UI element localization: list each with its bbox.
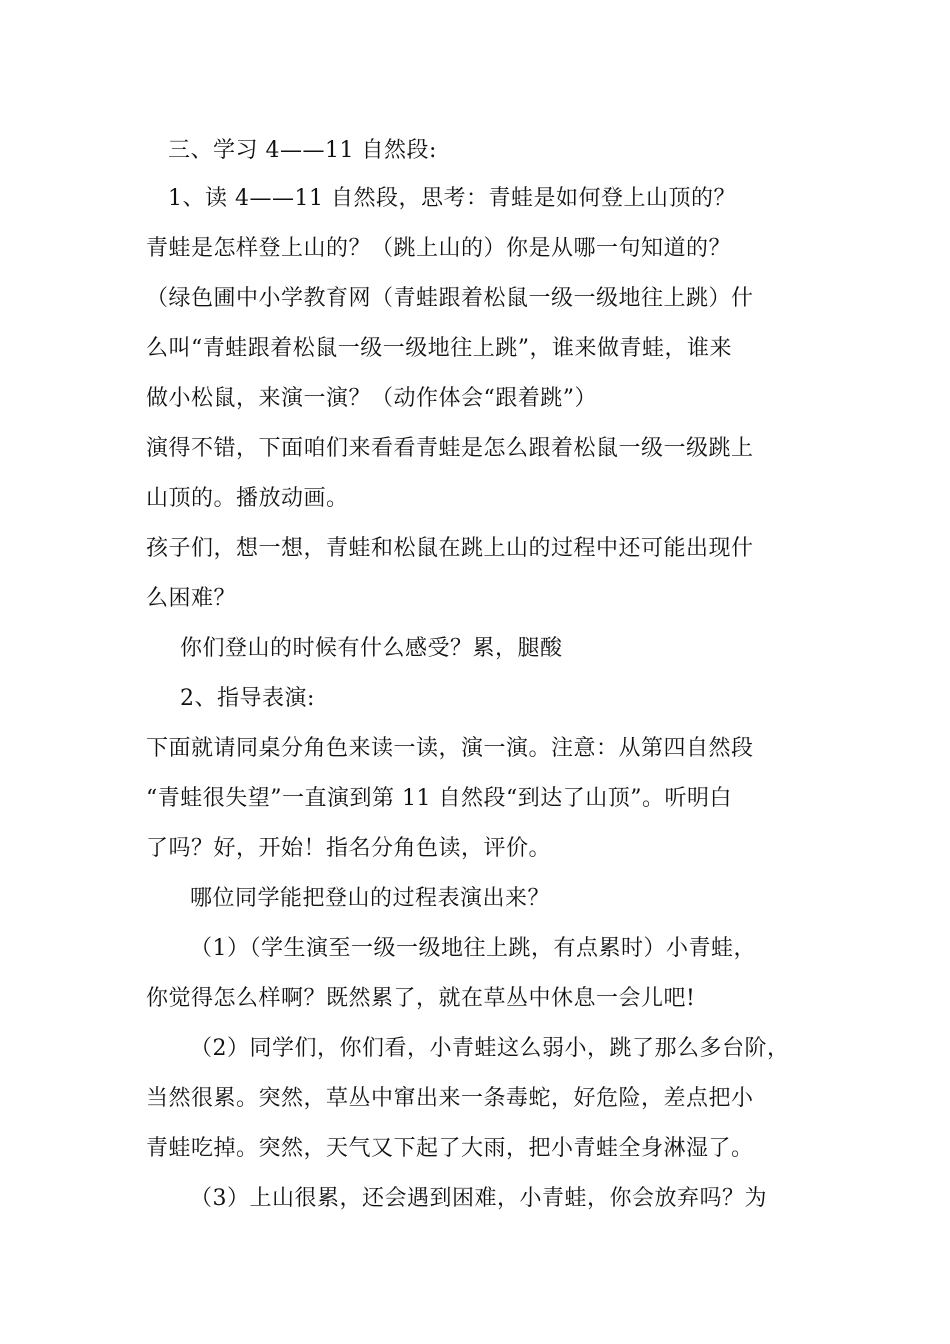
paragraph-line: 做小松鼠，来演一演？（动作体会“跟着跳”） bbox=[146, 386, 597, 411]
paragraph-line: “青蛙很失望”一直演到第 11 自然段“到达了山顶”。听明白 bbox=[146, 786, 732, 811]
paragraph-line: 么困难？ bbox=[146, 586, 237, 611]
paragraph-line: 你觉得怎么样啊？既然累了，就在草丛中休息一会儿吧! bbox=[146, 986, 696, 1011]
paragraph-line: （绿色圃中小学教育网（青蛙跟着松鼠一级一级地往上跳）什 bbox=[146, 286, 754, 311]
paragraph-line: （2）同学们，你们看，小青蛙这么弱小，跳了那么多台阶， bbox=[190, 1036, 790, 1061]
paragraph-line: 下面就请同桌分角色来读一读，演一演。注意：从第四自然段 bbox=[146, 736, 754, 761]
paragraph-line: （1）（学生演至一级一级地往上跳，有点累时）小青蛙， bbox=[190, 936, 756, 961]
paragraph-line: 演得不错，下面咱们来看看青蛙是怎么跟着松鼠一级一级跳上 bbox=[146, 436, 754, 461]
paragraph-line: 么叫“青蛙跟着松鼠一级一级地往上跳”，谁来做青蛙，谁来 bbox=[146, 336, 732, 361]
paragraph-line: 哪位同学能把登山的过程表演出来？ bbox=[190, 886, 551, 911]
paragraph-line: 当然很累。突然，草丛中窜出来一条毒蛇，好危险，差点把小 bbox=[146, 1086, 754, 1111]
paragraph-line: 1、读 4——11 自然段，思考：青蛙是如何登上山顶的？ bbox=[168, 186, 736, 211]
paragraph-line: 青蛙是怎样登上山的？（跳上山的）你是从哪一句知道的？ bbox=[146, 236, 732, 261]
section-heading: 三、学习 4——11 自然段: bbox=[168, 138, 437, 163]
paragraph-line: 山顶的。播放动画。 bbox=[146, 486, 349, 511]
paragraph-line: 孩子们，想一想，青蛙和松鼠在跳上山的过程中还可能出现什 bbox=[146, 536, 754, 561]
subsection-heading: 2、指导表演: bbox=[180, 686, 315, 711]
paragraph-line: 你们登山的时候有什么感受？累，腿酸 bbox=[180, 636, 563, 661]
paragraph-line: （3）上山很累，还会遇到困难，小青蛙，你会放弃吗？为 bbox=[190, 1186, 767, 1211]
paragraph-line: 青蛙吃掉。突然，天气又下起了大雨，把小青蛙全身淋湿了。 bbox=[146, 1136, 754, 1161]
paragraph-line: 了吗？好，开始！指名分角色读，评价。 bbox=[146, 836, 552, 861]
